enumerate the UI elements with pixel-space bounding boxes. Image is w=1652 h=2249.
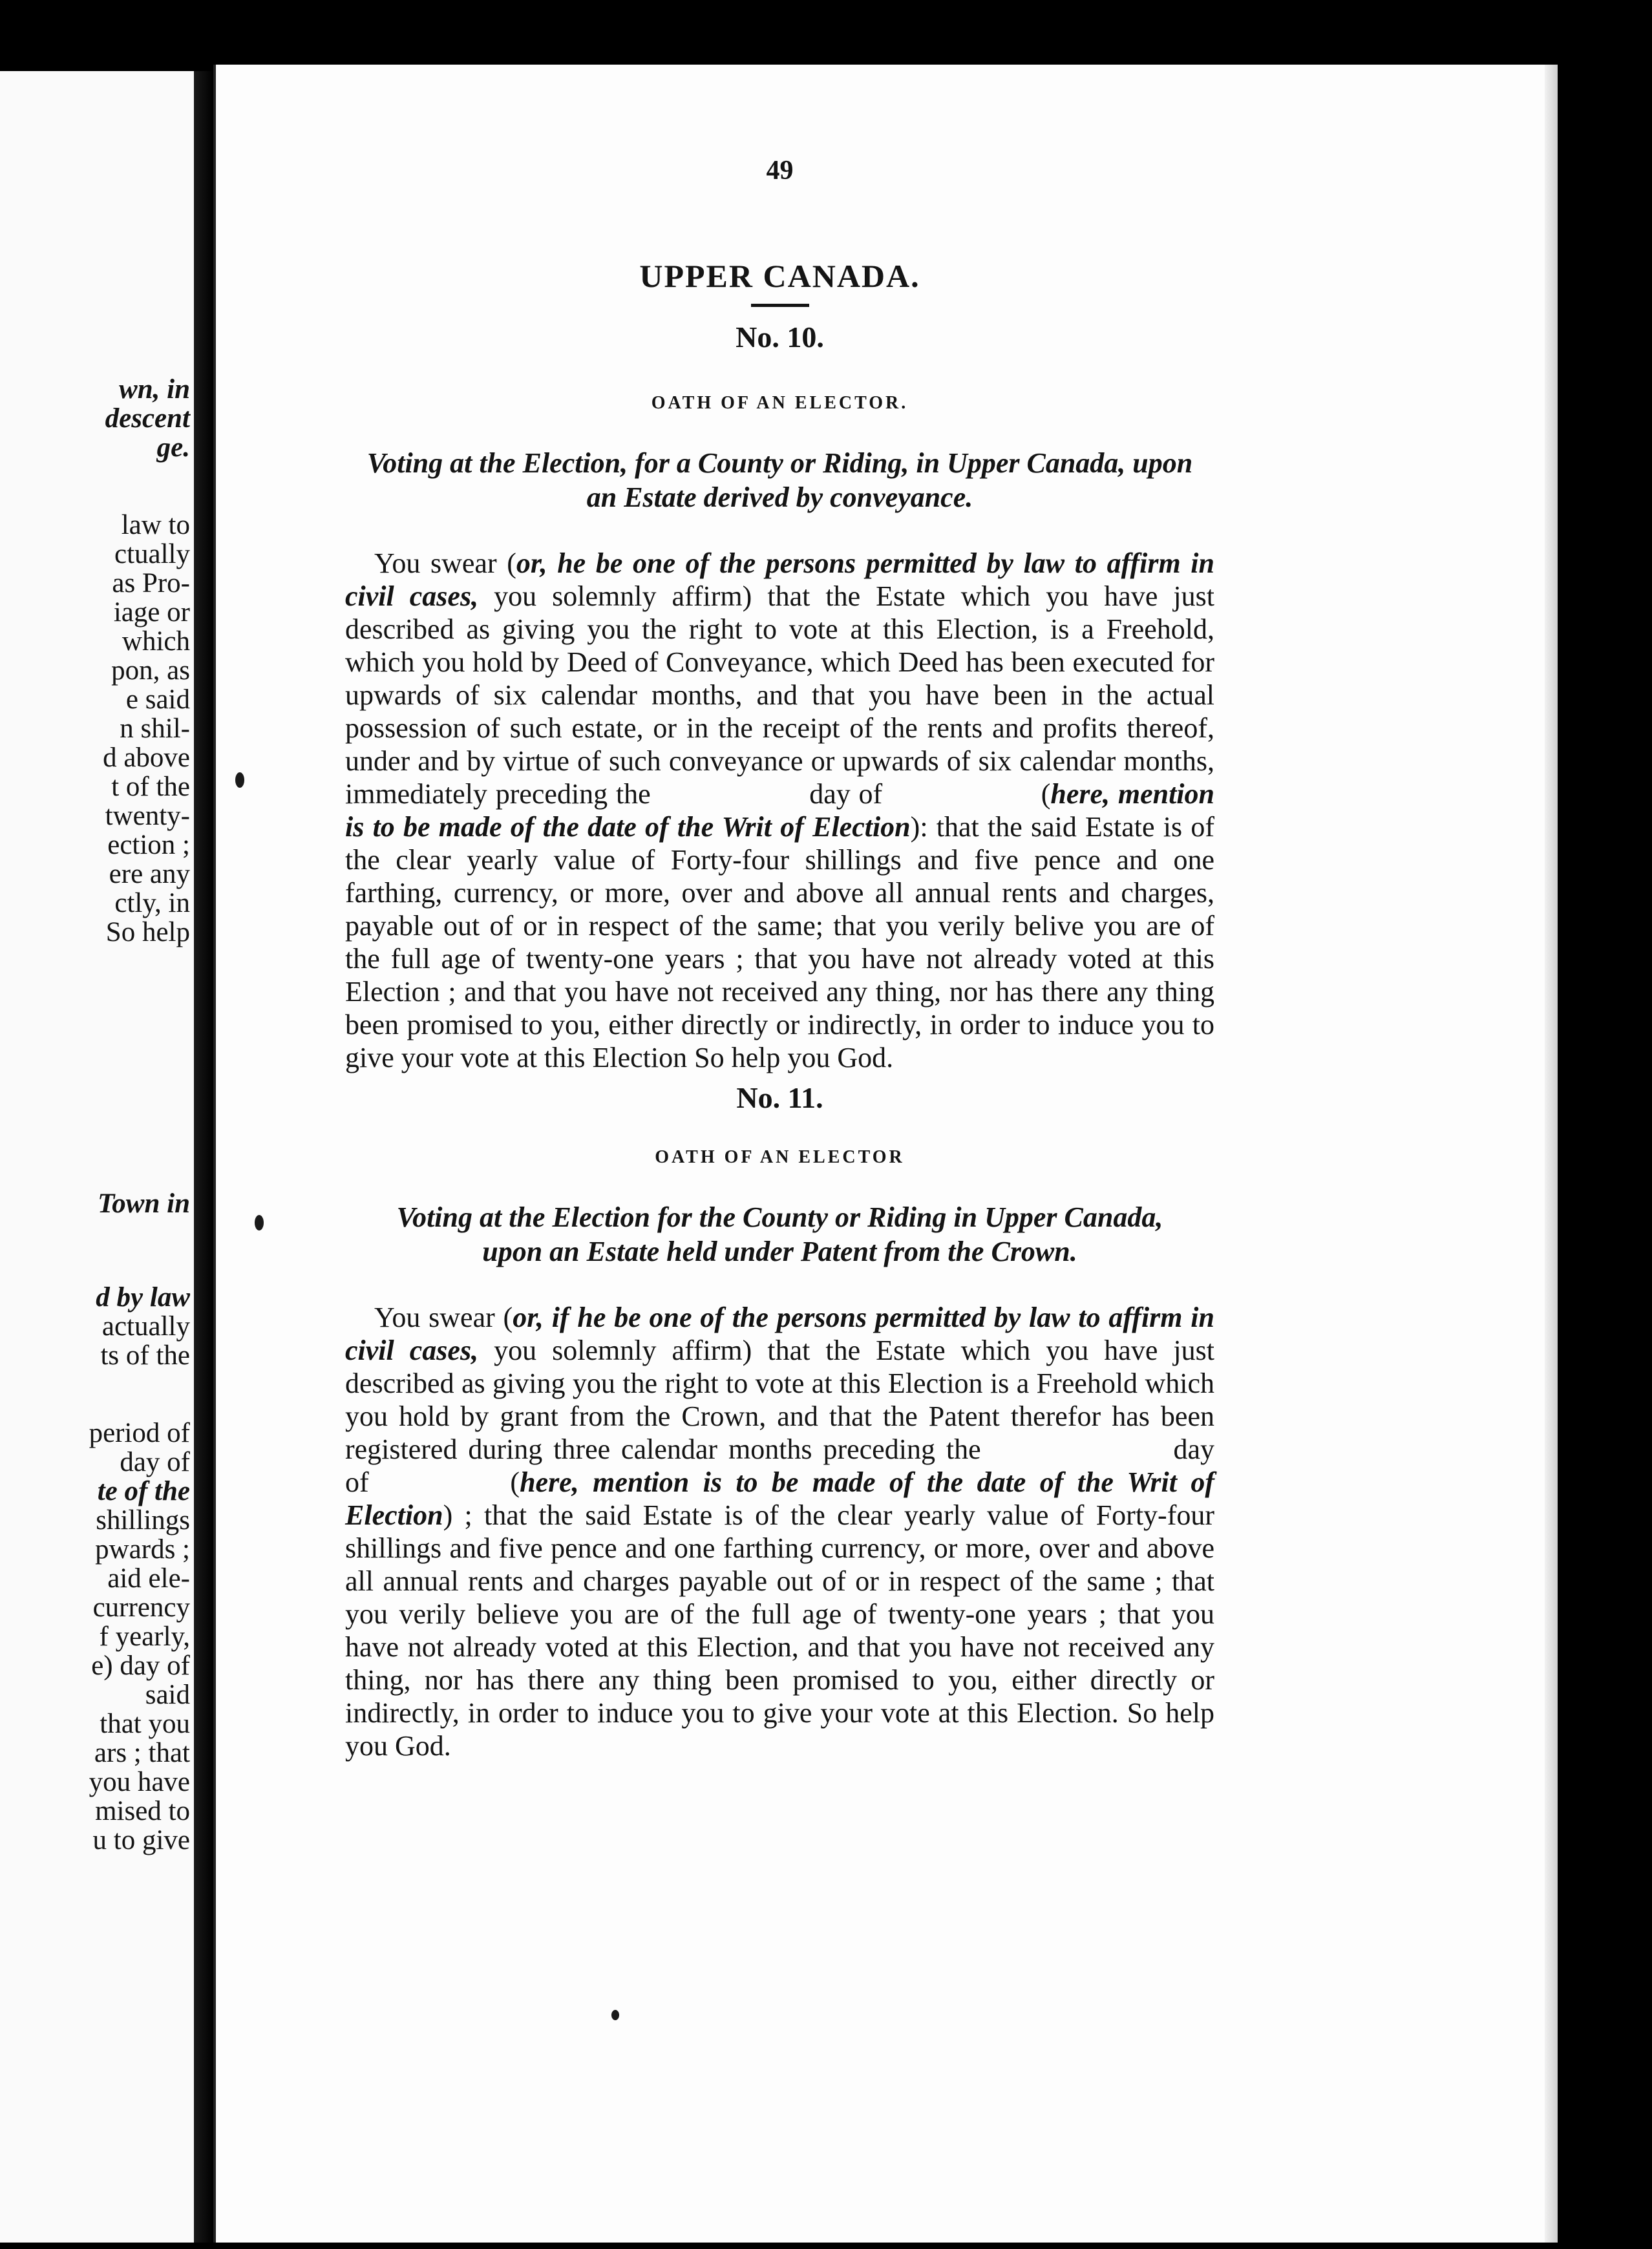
facing-page-text: ctly, in [114, 888, 190, 918]
oath-body [345, 1301, 1214, 1762]
facing-page-text: Town in [97, 1188, 190, 1219]
facing-page-text: wn, in [119, 374, 190, 405]
section-number: No. 10. [736, 321, 824, 354]
facing-page-text: d above [103, 743, 190, 773]
heading-rule [751, 304, 809, 307]
page-heading: UPPER CANADA. [639, 258, 920, 294]
facing-page-text: So help [105, 917, 190, 947]
margin-ink-mark [235, 772, 244, 788]
facing-page-text: day of [120, 1447, 190, 1477]
text-run: You swear ( [374, 547, 516, 579]
oath-subtitle: Voting at the Election, for a County or Riding, in Upper Canada, upon an Estate derived by conveyance. [366, 447, 1193, 513]
margin-ink-mark [255, 1215, 264, 1230]
section-number: No. 11. [736, 1081, 823, 1114]
text-run: You swear ( [374, 1302, 513, 1333]
facing-page-text: iage or [113, 597, 190, 628]
facing-page-text: that you [100, 1709, 190, 1739]
document-page [213, 65, 1547, 2243]
facing-page-text: u to give [92, 1825, 190, 1855]
italic-run: here, mention is to be made of the date of the Writ of Election [345, 1466, 1214, 1531]
facing-page-text: descent [105, 403, 190, 434]
facing-page-text: aid ele- [107, 1563, 190, 1594]
facing-page-text: ts of the [100, 1340, 190, 1371]
text-run: you solemnly affirm) that the Estate which you have just described as giving you the right to vote at this Election, is a Freehold, which you hold by Deed of Conveyance, which Deed has been executed for upwards of six calendar months, and that you have been in the actual possession of such estate, or in the receipt of the rents and profits thereof, under and by virtue of such conveyance or upwards of six calendar months, immediately preceding the day of ( [345, 580, 1214, 810]
facing-page-text: mised to [95, 1796, 190, 1826]
italic-run: or, he be one of the persons permitted by law to affirm in civil cases, [345, 547, 1215, 612]
facing-page-text: t of the [111, 772, 190, 802]
oath-title: OATH OF AN ELECTOR. [651, 393, 909, 413]
section-no-11 [345, 1081, 1214, 1762]
facing-page-text: twenty- [105, 801, 190, 831]
facing-page-text: shillings [96, 1505, 190, 1536]
facing-page-text: period of [89, 1418, 190, 1448]
facing-page-text: you have [89, 1767, 190, 1797]
italic-run: or, if he be one of the persons permitted by law to affirm in civil cases, [345, 1302, 1215, 1366]
italic-run: here, mention is to be made of the date of the Writ of Election [345, 778, 1214, 843]
facing-page-text: actually [101, 1311, 190, 1342]
book-gutter [194, 71, 213, 2243]
ink-dot [611, 2010, 619, 2020]
facing-page-text: ge. [156, 432, 190, 463]
facing-page-text: ars ; that [94, 1738, 190, 1768]
section-no-10 [345, 320, 1214, 1074]
facing-page-text: ctually [114, 539, 190, 569]
facing-page-text: law to [121, 510, 190, 540]
oath-subtitle: Voting at the Election for the County or Riding in Upper Canada, upon an Estate held under Patent from the Crown. [396, 1201, 1163, 1267]
oath-title: OATH OF AN ELECTOR [655, 1147, 905, 1167]
facing-page-text: pon, as [111, 655, 190, 686]
facing-page-text: currency [92, 1592, 190, 1623]
facing-page-text: pwards ; [95, 1534, 190, 1565]
facing-page-text: ere any [109, 859, 190, 889]
facing-page-text: n shil- [120, 713, 190, 744]
facing-page-text: te of the [97, 1476, 190, 1506]
page-edge [1545, 65, 1558, 2243]
facing-page-text: d by law [96, 1282, 190, 1313]
facing-page-text: said [145, 1680, 190, 1710]
facing-page-text: which [122, 626, 190, 657]
oath-body [345, 547, 1214, 1074]
page-content [345, 155, 1214, 1762]
facing-page-text: f yearly, [99, 1621, 190, 1652]
facing-page-text: as Pro- [112, 568, 190, 598]
facing-page-text: e) day of [91, 1651, 190, 1681]
facing-page-text: e said [125, 684, 190, 715]
text-run: ): that the said Estate is of the clear yearly value of Forty-four shillings and five pence and one farthing, currency, or more, over and above all annual rents and charges, payable out of or in respect of the same; that you verily belive you are of the full age of twenty-one years ; that you have not already voted at this Election ; and that you have not received any thing, nor has there any thing been promised to you, either directly or indirectly, in order to induce you to give your vote at this Election So help you God. [345, 811, 1215, 1073]
text-run: you solemnly affirm) that the Estate which you have just described as giving you the right to vote at this Election is a Freehold which you hold by grant from the Crown, and that the Patent therefor has been registered during three calendar months preceding the day of ( [345, 1335, 1214, 1498]
facing-page-text: ection ; [107, 830, 190, 860]
facing-page-fragment [0, 71, 194, 2243]
text-run: ) ; that the said Estate is of the clear yearly value of Forty-four shillings and five pence and one farthing currency, or more, over and above all annual rents and charges payable out of or in respect of the same ; that you verily believe you are of the full age of twenty-one years ; that you have not already voted at this Election, and that you have not received any thing, nor has there any thing been promised to you, either directly or indirectly, in order to induce you to give your vote at this Election. So help you God. [345, 1499, 1214, 1762]
page-number: 49 [766, 156, 794, 185]
